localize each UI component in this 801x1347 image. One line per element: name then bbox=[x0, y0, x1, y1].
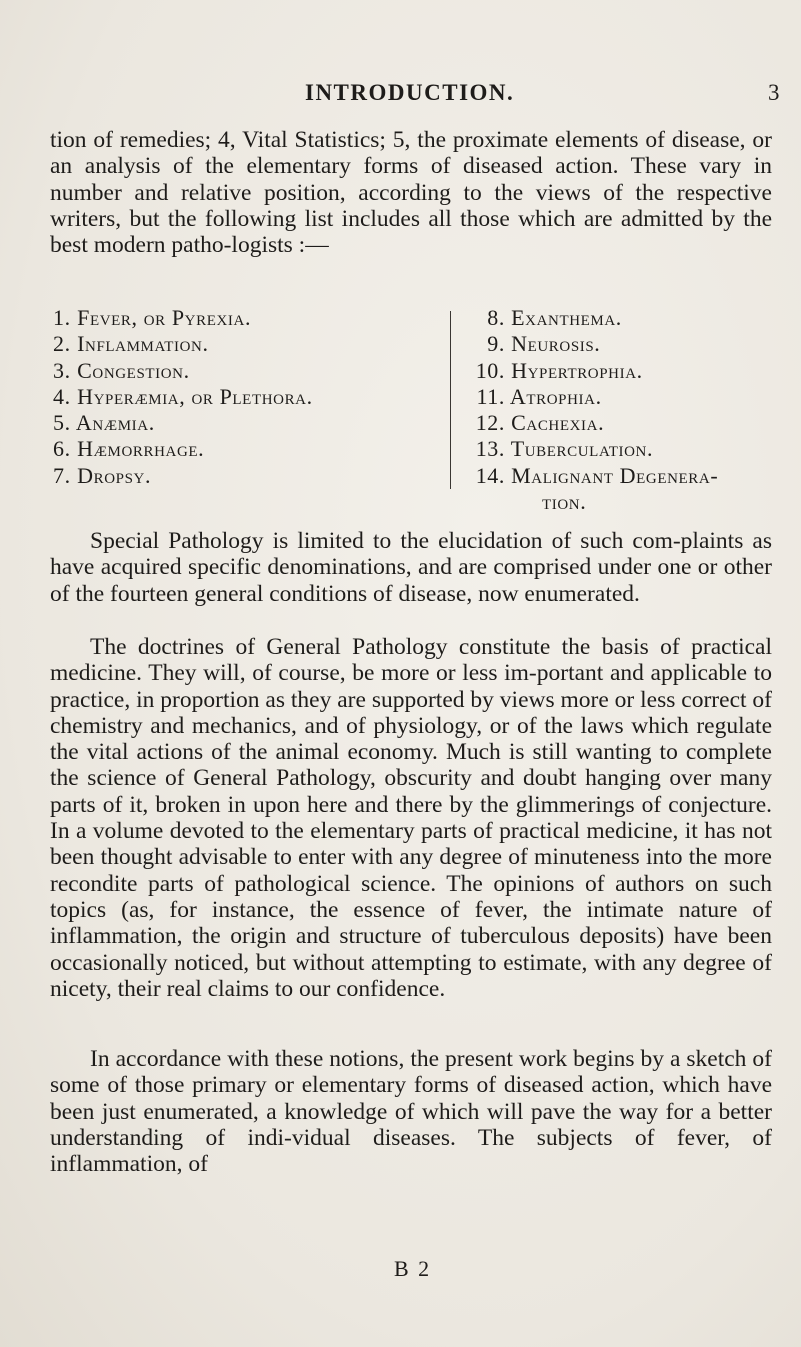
item-text: Dropsy. bbox=[77, 462, 152, 488]
item-number: 5. bbox=[53, 410, 71, 436]
item-number: 6. bbox=[53, 436, 71, 462]
item-number: 3. bbox=[53, 357, 71, 383]
list-item bbox=[53, 358, 453, 384]
list-item bbox=[53, 384, 453, 410]
running-title: INTRODUCTION. bbox=[305, 80, 515, 105]
list-item bbox=[53, 331, 453, 357]
item-number: 11. bbox=[476, 383, 505, 409]
column-divider bbox=[450, 311, 451, 489]
conditions-list bbox=[53, 305, 773, 525]
item-number: 10. bbox=[475, 357, 505, 383]
list-item bbox=[473, 358, 773, 384]
item-number: 9. bbox=[487, 331, 505, 357]
item-text: Hæmorrhage. bbox=[77, 436, 205, 462]
item-text: Cachexia. bbox=[511, 410, 605, 436]
item-number: 14. bbox=[475, 462, 505, 488]
signature-mark: B 2 bbox=[394, 1256, 432, 1281]
item-text: Atrophia. bbox=[509, 383, 602, 409]
item-text: Tuberculation. bbox=[510, 436, 654, 462]
item-text: Inflammation. bbox=[77, 331, 209, 357]
item-text: Malignant Degenera- bbox=[511, 462, 719, 488]
item-number: 12. bbox=[475, 410, 505, 436]
list-item bbox=[53, 436, 453, 462]
item-text: Anæmia. bbox=[75, 410, 155, 436]
list-item bbox=[473, 463, 773, 516]
item-number: 7. bbox=[53, 462, 71, 488]
page-number: 3 bbox=[768, 80, 780, 105]
conditions-column-left bbox=[53, 305, 453, 489]
list-item bbox=[53, 410, 453, 436]
paragraph-accordance: In accordance with these notions, the present work begins by a sketch of some of those primary or elementary forms of diseased action, which have been just enumerated, a knowledge of which will pave the way for a better understanding of indi-vidual diseases. The subjects of fever, of inflammation, of bbox=[50, 1046, 772, 1178]
conditions-column-right bbox=[473, 305, 773, 515]
item-number: 1. bbox=[53, 305, 71, 330]
list-item bbox=[53, 463, 453, 489]
list-item bbox=[473, 384, 773, 410]
item-text: Congestion. bbox=[77, 357, 190, 383]
list-item bbox=[473, 410, 773, 436]
running-head bbox=[0, 80, 801, 110]
item-text: Hypertrophia. bbox=[511, 357, 643, 383]
item-text: Fever, or Pyrexia. bbox=[77, 305, 252, 330]
item-text: Neurosis. bbox=[511, 331, 601, 357]
paragraph-intro: tion of remedies; 4, Vital Statistics; 5, the proximate elements of disease, or an analysis of the elementary forms of diseased action. These vary in number and relative position, according to the views of the respective writers, but the following list includes all those which are admitted by the best modern patho-logists :— bbox=[50, 127, 772, 259]
item-text: Hyperæmia, or Plethora. bbox=[77, 383, 313, 409]
item-number: 4. bbox=[53, 383, 71, 409]
list-item bbox=[53, 305, 453, 331]
item-text: Exanthema. bbox=[511, 305, 622, 330]
item-number: 2. bbox=[53, 331, 71, 357]
item-number: 8. bbox=[487, 305, 505, 330]
list-item bbox=[473, 436, 773, 462]
paragraph-special-pathology: Special Pathology is limited to the elucidation of such com-plaints as have acquired specific denominations, and are comprised under one or other of the fourteen general conditions of disease, now enumerated. bbox=[50, 528, 772, 607]
list-item bbox=[473, 305, 773, 331]
list-item bbox=[473, 331, 773, 357]
item-number: 13. bbox=[475, 436, 505, 462]
paragraph-general-pathology: The doctrines of General Pathology constitute the basis of practical medicine. They will, of course, be more or less im-portant and applicable to practice, in proportion as they are supported by views more or less correct of chemistry and mechanics, and of physiology, or of the laws which regulate the vital actions of the animal economy. Much is still wanting to complete the science of General Pathology, obscurity and doubt hanging over many parts of it, broken in upon here and there by the glimmerings of conjecture. In a volume devoted to the elementary parts of practical medicine, it has not been thought advisable to enter with any degree of minuteness into the more recondite parts of pathological science. The opinions of authors on such topics (as, for instance, the essence of fever, the intimate nature of inflammation, the origin and structure of tuberculous deposits) have been occasionally noticed, but without attempting to estimate, with any degree of nicety, their real claims to our confidence. bbox=[50, 634, 772, 1002]
item-text-continuation: tion. bbox=[542, 489, 587, 515]
